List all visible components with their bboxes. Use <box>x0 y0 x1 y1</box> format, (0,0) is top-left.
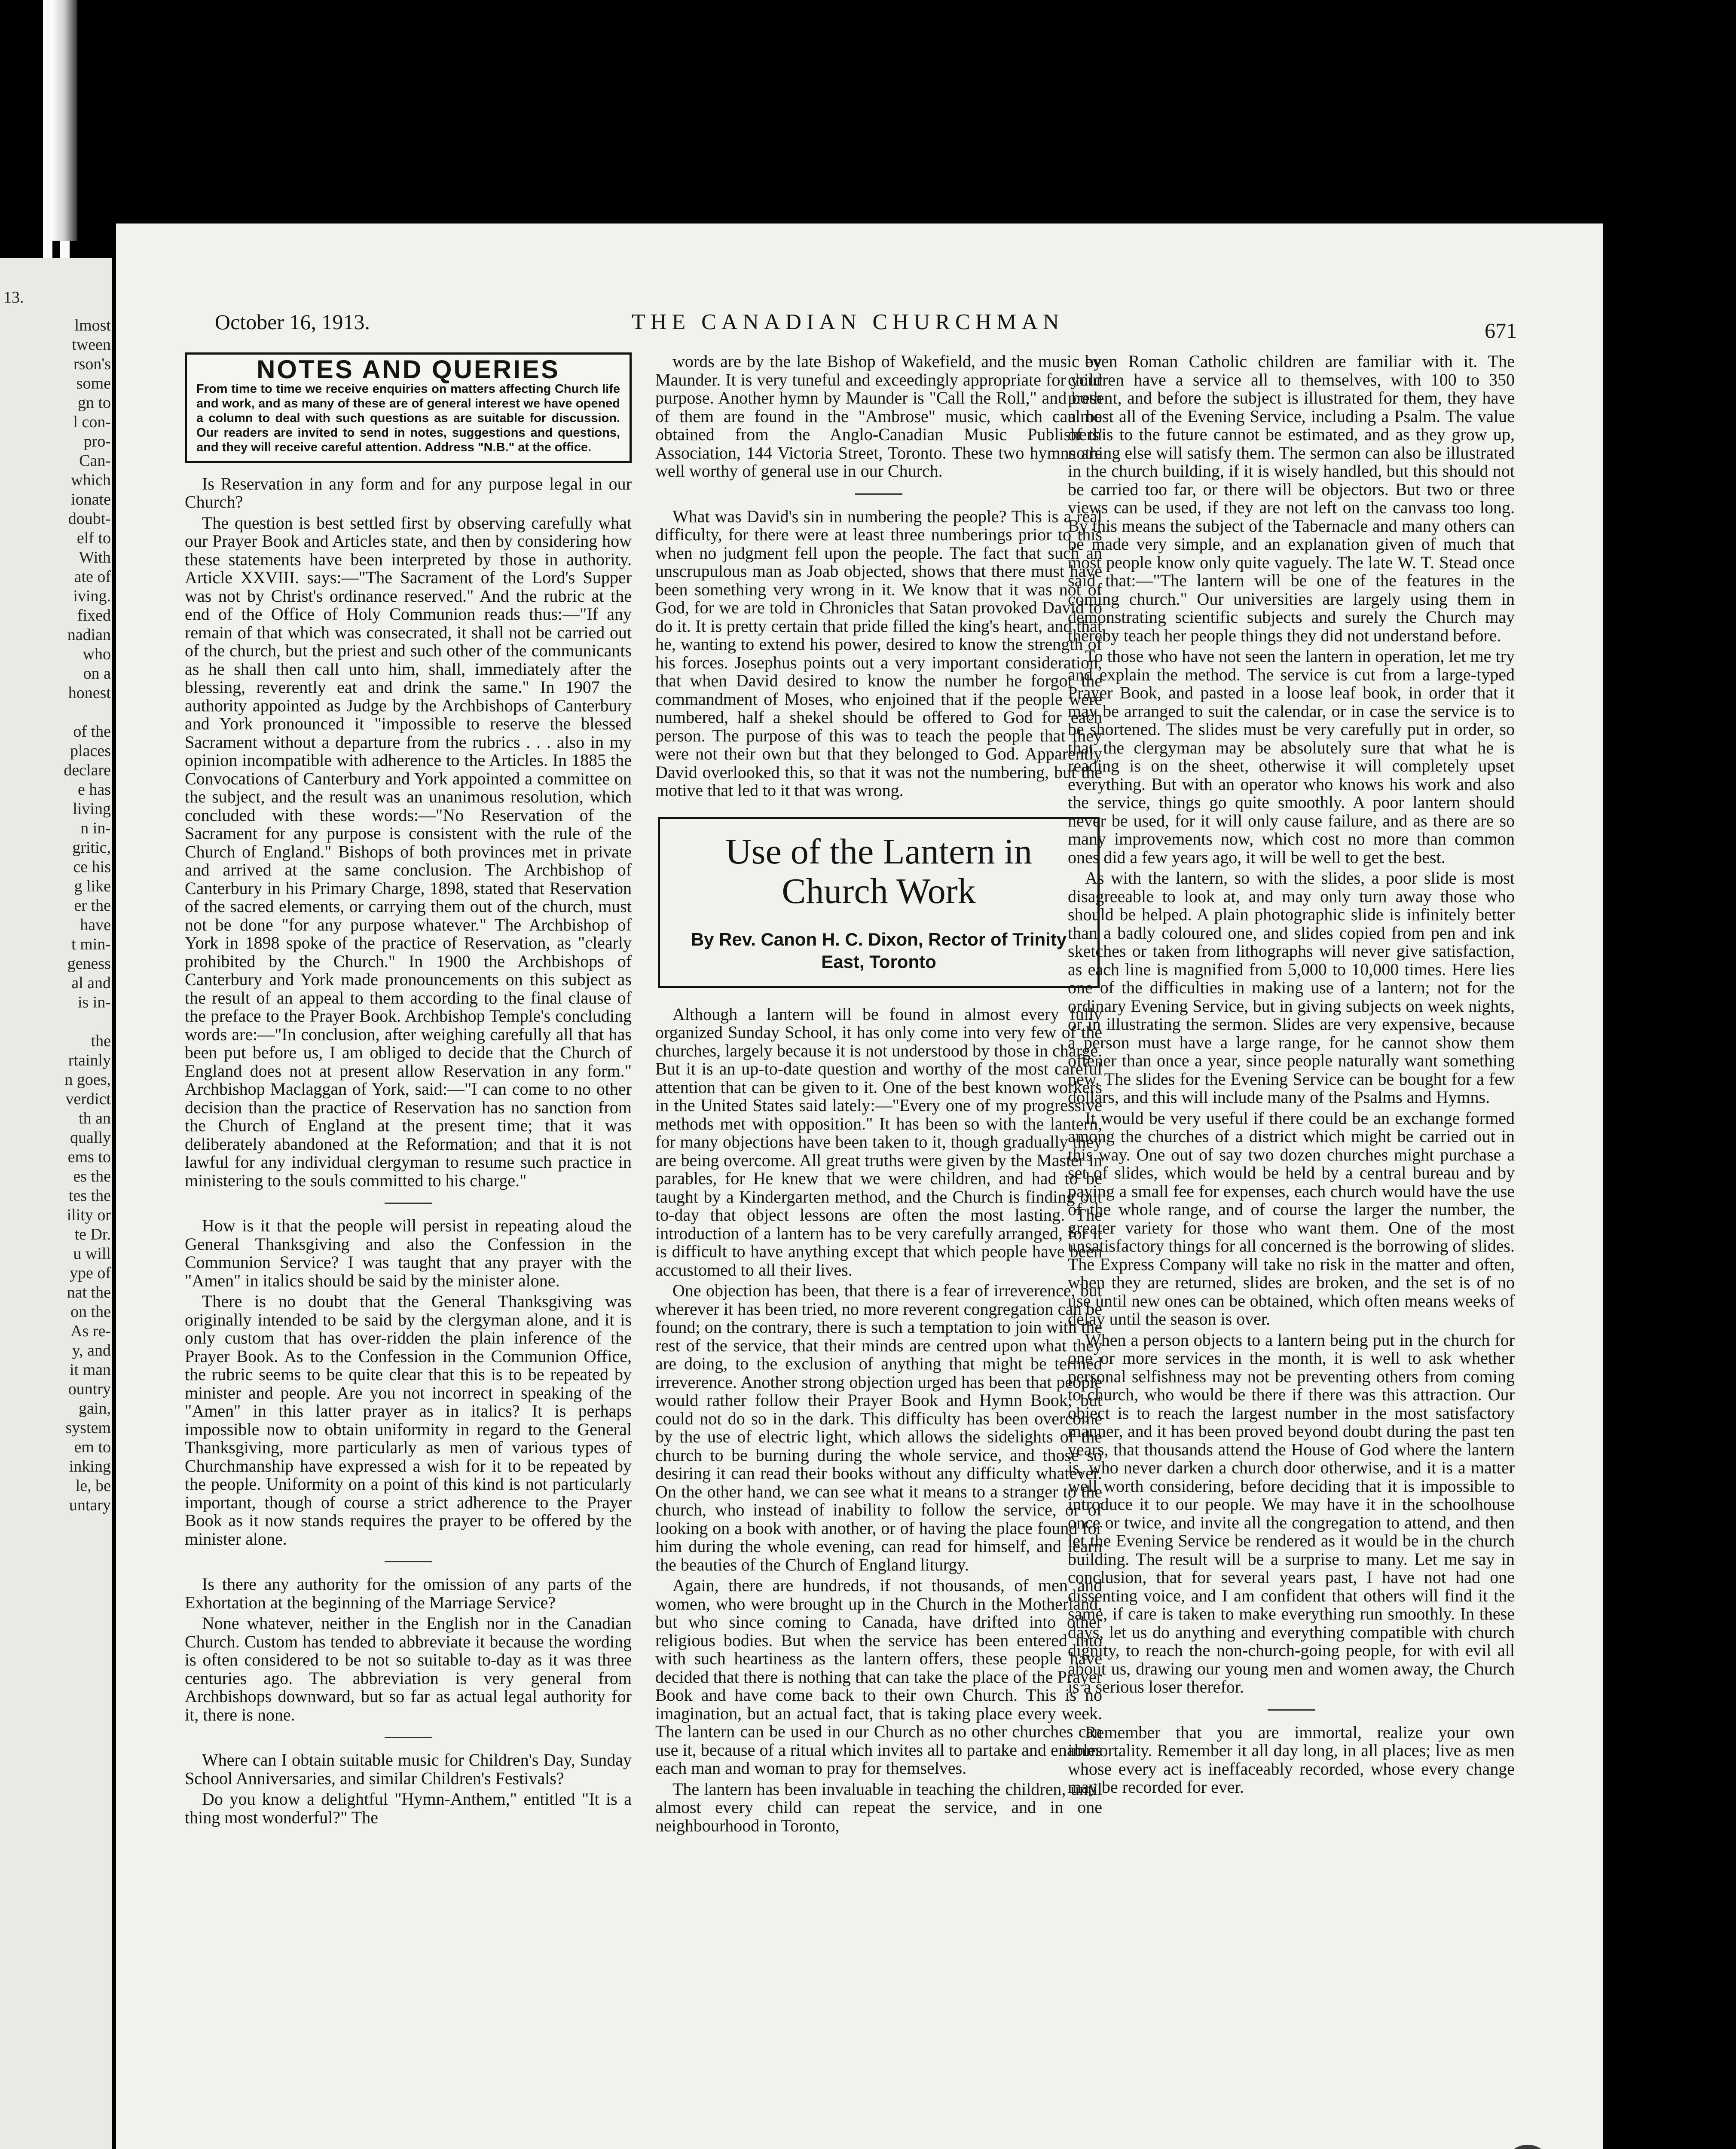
answer-reservation: The question is best settled first by observing carefully what our Prayer Book and Articles state, and then by considering how these statements have been interpreted by those in authority. Article XXVIII. says:—"The Sacrament of the Lord's Supper was not by Christ's ordinance reserved." And the rubric at the end of the Office of Holy Communion reads thus:—"If any remain of that which was consecrated, it shall not be carried out of the church, but the priest and such other of the communicants as he shall then call unto him, shall, immediately after the blessing, reverently eat and drink the same." In 1907 the authority appointed as Judge by the Archbishops of Canterbury and York pronounced it "impossible to reserve the blessed Sacrament without a departure from the rubrics . . . also in my opinion incompatible with adherence to the Articles. In 1885 the Convocations of Canterbury and York appointed a committee on the subject, and the result was an unanimous resolution, which concluded with these words:—"No Reservation of the Sacrament for any purpose is consistent with the rule of the Church of England." Bishops of both provinces met in private and arrived at the same conclusion. The Archbishop of Canterbury in his Primary Charge, 1898, stated that Reservation of the sacred elements, or carrying them out of the church, must not be done "for any purpose whatever." The Archbishop of York in 1898 spoke of the practice of Reservation, as "clearly prohibited by the Church." In 1900 the Archbishops of Canterbury and York made pronouncements on this subject as the result of an appeal to them according to the final clause of the preface to the Prayer Book. Archbishop Temple's concluding words are:—"In conclusion, after weighing carefully all that has been put before us, I am obliged to decide that the Church of England does not at present allow Reservation in any form." Archbishop Maclaggan of York, said:—"I can come to no other decision than the practice of Reservation has no sanction from the Church of England at the present time; that it was deliberately abandoned at the Reformation; and that it is not lawful for any individual clergyman to resume such practice in ministering to the souls committed to his charge." <box>185 513 632 1190</box>
facing-page-line: doubt- <box>68 510 111 528</box>
facing-page-line: inking <box>69 1457 111 1476</box>
facing-page-line: rson's <box>73 355 111 373</box>
notes-title: NOTES AND QUERIES <box>257 355 560 384</box>
facing-page-line: er the <box>74 897 111 915</box>
query-david: What was David's sin in numbering the people? This is a real difficulty, for there were at least three numberings prior to this when no judgment fell upon the people. The fact that such an unscrupulous man as Joab objected, shows that there must have been something very wrong in it. We know that it was not of God, for we are told in Chronicles that Satan provoked David to do it. It is pretty certain that pride filled the king's heart, and that he, wanting to extend his power, desired to know the strength of his forces. Josephus points out a very important consideration, that when David desired to know the number he forgot the commandment of Moses, who enjoined that if the people were numbered, half a shekel should be offered to God for each person. The purpose of this was to teach the people that they were not their own but that they belonged to God. Apparently David overlooked this, so that it was not the numbering, but the motive that led to it that was wrong. <box>655 506 1102 800</box>
facing-page-line: geness <box>67 955 111 973</box>
facing-page-line: le, be <box>75 1477 111 1495</box>
facing-page-line <box>3 1012 111 1032</box>
column-3 <box>1068 352 1515 1799</box>
answer-exhortation: None whatever, neither in the English nor in the Canadian Church. Custom has tended to abbreviate it because the wording is often considered to be not so suitable to-day as it was three centuries ago. The abbreviation is very general from Archbishops downward, but so far as actual legal authority for it, there is none. <box>185 1613 632 1724</box>
article-para-4: The lantern has been invaluable in teaching the children, until almost every child can repeat the service, and in one neighbourhood in Toronto, <box>655 1779 1102 1835</box>
facing-page-line: With <box>79 548 111 566</box>
facing-page-line: of the <box>73 722 111 741</box>
facing-page-line: have <box>80 916 111 934</box>
facing-page-line: es the <box>73 1167 111 1185</box>
query-thanksgiving: How is it that the people will persist in repeating aloud the General Thanksgiving and also the Confession in the Communion Service? I was taught that any prayer with the "Amen" in italics should be said by the minister alone. <box>185 1216 632 1290</box>
facing-page-line: tes the <box>68 1187 111 1205</box>
article-para-8: It would be very useful if there could be an exchange formed among the churches of a district which might be carried out in this way. One out of say two dozen churches might purchase a set of slides, which would be held by a central bureau and by paying a small fee for expenses, each church would have the use of the whole range, and of course the larger the number, the greater variety for those who want them. One of the most unsatisfactory things for all concerned is the borrowing of slides. The Express Company will take no risk in the matter and often, when they are returned, slides are broken, and the set is of no use until new ones can be obtained, which often means weeks of delay until the season is over. <box>1068 1108 1515 1329</box>
article-para-5: even Roman Catholic children are familiar with it. The children have a service all to themselves, with 100 to 350 present, and before the subject is illustrated for them, they have almost all of the Evening Service, including a Psalm. The value of this to the future cannot be estimated, and as they grow up, nothing else will satisfy them. The sermon can also be illustrated in the church building, if it is wisely handled, but this should not be carried too far, or there will be objectors. But two or three views can be used, if they are not left on the canvass too long. By this means the subject of the Tabernacle and many others can be made very simple, and an explanation given of much that most people know only quite vaguely. The late W. T. Stead once said that:—"The lantern will be one of the features in the coming church." Our universities are largely using them in demonstrating scientific subjects and surely the Church may thereby teach her people things they did not understand before. <box>1068 352 1515 645</box>
facing-page-line: tween <box>72 336 111 354</box>
notes-intro: From time to time we receive enquiries on matters affecting Church life and work, and as many of these are of general interest we have opened a column to deal with such questions as are suitable for discussion. Our readers are invited to send in notes, suggestions and questions, and they will receive careful attention. Address "N.B." at the office. <box>196 382 620 454</box>
facing-page-line: pro- <box>83 432 111 450</box>
facing-page-line: it man <box>69 1361 111 1379</box>
page-header <box>116 309 1603 344</box>
facing-page-line: ate of <box>74 568 111 586</box>
article-para-3: Again, there are hundreds, if not thousands, of men and women, who were brought up in the Church in the Motherland, but who since coming to Canada, have drifted into other religious bodies. But when the service has been entered into with such heartiness as the lantern offers, these people have decided that there is nothing that can take the place of the Prayer Book and have come back to their own Church. This is no imagination, but an actual fact, that is taking place every week. The lantern can be used in our Church as no other churches can use it, because of a ritual which invites all to partake and enables each man and woman to pray for themselves. <box>655 1576 1102 1778</box>
facing-page-line: the <box>91 1032 111 1050</box>
facing-page-line: y, and <box>72 1341 111 1359</box>
article-para-2: One objection has been, that there is a fear of irreverence, but wherever it has been tried, no more reverent congregation can be found; on the contrary, there is such a temptation to join with the rest of the service, that their minds are centred upon what they are doing, to the exclusion of anything that might be termed irreverence. Another strong objection urged has been that people would rather follow their Prayer Book and Hymn Book, but could not do so in the dark. This difficulty has been overcome by the use of electric light, which allows the sidelights of the church to be burning during the whole service, and those so desiring it can read their books without any difficulty whatever. On the other hand, we can see what it means to a stranger to the church, who instead of inability to follow the service, or of looking on a book with another, or of having the place found for him during the whole evening, can read for himself, and learn the beauties of the Church of England liturgy. <box>655 1281 1102 1574</box>
article-byline: By Rev. Canon H. C. Dixon, Rector of Trinity East, Toronto <box>691 929 1067 972</box>
facing-page-line: iving. <box>73 587 111 605</box>
query-exhortation: Is there any authority for the omission of any parts of the Exhortation at the beginning of the Marriage Service? <box>185 1574 632 1612</box>
facing-page-line: qually <box>70 1129 111 1147</box>
answer-music-start: Do you know a delightful "Hymn-Anthem," entitled "It is a thing most wonderful?" The <box>185 1789 632 1827</box>
column-2 <box>655 352 1102 1837</box>
column-1 <box>185 352 632 1829</box>
facing-page-line: system <box>65 1419 111 1437</box>
facing-page-line: who <box>83 645 111 663</box>
facing-page-line: which <box>71 471 111 489</box>
facing-page-line: l con- <box>73 413 111 431</box>
facing-page-line: u will <box>73 1245 111 1263</box>
facing-page-edge <box>0 258 112 2149</box>
facing-page-line: places <box>70 742 111 760</box>
facing-page-line: gritic, <box>72 839 111 857</box>
facing-page-line: elf to <box>76 529 111 547</box>
article-para-7: As with the lantern, so with the slides, a poor slide is most disagreeable to look at, and may only turn away those who should be helped. A plain photographic slide is infinitely better than a badly coloured one, and slides copied from pen and ink sketches or taken from lithographs will never give satisfaction, as each line is magnified from 5,000 to 10,000 times. Here lies one of the difficulties in making use of a lantern; not for the ordinary Evening Service, but in giving subjects on week nights, or in illustrating the sermon. Slides are very expensive, because a person must have a large range, for he cannot show them oftener than once a year, since people naturally want something new. The slides for the Evening Service can be bought for a few dollars, and this will include many of the Psalms and Hymns. <box>1068 868 1515 1107</box>
article-heading-box <box>658 817 1100 988</box>
newspaper-page <box>116 223 1603 2149</box>
facing-page-line: honest <box>68 684 111 702</box>
divider <box>855 493 902 495</box>
binding-shadow <box>52 0 77 241</box>
facing-page-line: ionate <box>71 490 111 508</box>
facing-page-line: As re- <box>70 1322 111 1340</box>
facing-page-line: fixed <box>77 606 111 624</box>
facing-page-line: living <box>73 800 111 818</box>
facing-page-line: em to <box>74 1438 111 1456</box>
facing-page-line: n in- <box>80 819 111 837</box>
closing-quote: Remember that you are immortal, realize your own immortality. Remember it all day long, in all places; live as men whose every act is ineffaceably recorded, whose every change may be recorded for ever. <box>1068 1722 1515 1797</box>
facing-page-line: ountry <box>68 1380 111 1398</box>
facing-page-line: gain, <box>79 1399 111 1417</box>
notes-and-queries-box <box>185 352 632 463</box>
facing-page-line: nadian <box>67 626 111 644</box>
facing-page-line: n goes, <box>64 1071 111 1089</box>
article-title: Use of the Lantern in Church Work <box>725 831 1032 911</box>
facing-page-line: ce his <box>73 858 111 876</box>
query-reservation: Is Reservation in any form and for any purpose legal in our Church? <box>185 474 632 511</box>
facing-page-line: ype of <box>69 1264 111 1282</box>
query-music: Where can I obtain suitable music for Children's Day, Sunday School Anniversaries, and similar Children's Festivals? <box>185 1750 632 1788</box>
facing-page-line: on a <box>83 664 111 683</box>
facing-page-line: on the <box>70 1303 111 1321</box>
facing-page-line: t min- <box>71 935 111 953</box>
page-number: 671 <box>1485 318 1517 343</box>
issue-date: October 16, 1913. <box>215 310 370 334</box>
answer-thanksgiving: There is no doubt that the General Thanksgiving was originally intended to be said by the clergyman alone, and it is only custom that has over-ridden the plain inference of the Prayer Book. As to the Confession in the Communion Office, the rubric seems to be quite clear that this is to be repeated by minister and people. Are you not incorrect in speaking of the "Amen" in this latter prayer as in italics? It is perhaps impossible now to obtain uniformity in regard to the General Thanksgiving, more particularly as men of various types of Churchmanship have expressed a wish for it to be repeated by the people. Uniformity on a point of this kind is not particularly important, though of course a strict adherence to the Prayer Book as it now stands requires the prayer to be offered by the minister alone. <box>185 1292 632 1549</box>
facing-page-line: Can- <box>79 452 111 470</box>
facing-page-line: verdict <box>65 1090 111 1108</box>
article-para-1: Although a lantern will be found in almost every fully organized Sunday School, it has only come into very few of the churches, largely because it is not understood by those in charge. But it is an up-to-date question and worthy of the most careful attention that can be given to it. One of the best known workers in the United States said lately:—"Every one of my progressive methods met with opposition." It has been so with the lantern, for many objections have been taken to it, though gradually they are being overcome. All great truths were given by the Master in parables, for He knew that we were children, and had to be taught by a Kindergarten method, and the Church is finding out to-day that object lessons are often the most lasting. The introduction of a lantern has to be very carefully arranged, for it is difficult to have anything except that which people have been accustomed to all their lives. <box>655 1004 1102 1280</box>
facing-page-line: rtainly <box>68 1051 111 1069</box>
facing-page-line: gn to <box>77 394 111 412</box>
facing-page-line <box>3 703 111 722</box>
facing-page-line: th an <box>79 1109 111 1127</box>
answer-music-cont: words are by the late Bishop of Wakefield, and the music by Maunder. It is very tuneful and exceedingly appropriate for your purpose. Another hymn by Maunder is "Call the Roll," and both of them are found in the "Ambrose" music, which can be obtained from the Anglo-Canadian Music Publishers' Association, 144 Victoria Street, Toronto. These two hymns are well worthy of general use in our Church. <box>655 352 1102 481</box>
facing-page-line: ems to <box>67 1148 111 1166</box>
facing-page-line: e has <box>77 781 111 799</box>
facing-page-line: is in- <box>77 993 111 1011</box>
divider <box>385 1203 432 1204</box>
facing-page-line: ility or <box>67 1206 111 1224</box>
divider <box>385 1737 432 1738</box>
facing-page-line: untary <box>69 1496 111 1514</box>
facing-page-number: 13. <box>3 288 24 306</box>
facing-page-line: lmost <box>74 316 111 334</box>
article-para-6: To those who have not seen the lantern in operation, let me try and explain the method. The service is cut from a large-typed Prayer Book, and pasted in a loose leaf book, in order that it may be arranged to suit the calendar, or in case the service is to be shortened. The slides must be very carefully put in order, so that the clergyman may be absolutely sure that what he is reading is on the sheet, otherwise it will completely upset everything. But with an operator who knows his work and also the service, things go quite smoothly. A poor lantern should never be used, for it will only cause failure, and as there are so many improvements now, which cost no more than common ones did a few years ago, it will be well to get the best. <box>1068 646 1515 867</box>
facing-page-line: te Dr. <box>74 1225 111 1243</box>
facing-page-line: some <box>76 374 111 392</box>
article-para-9: When a person objects to a lantern being put in the church for one or more services in the month, it is well to ask whether personal selfishness may not be preventing others from coming to church, who would be there if there was this attraction. Our object is to reach the largest number in the most satisfactory manner, and it has been proved beyond doubt during the past ten years, that thousands attend the House of God where the lantern is, who never darken a church door otherwise, and it is a matter well worth considering, before deciding that it is impossible to introduce it to our people. We may have it in the schoolhouse once or twice, and invite all the congregation to attend, and then let the Evening Service be rendered as it would be in the church building. The result will be a surprise to many. Let me say in conclusion, that for several years past, I have not had one dissenting voice, and I am confident that others will find it the same, if care is taken to make everything run smoothly. In these days, let us do anything and everything compatible with church dignity, to reach the non-church-going people, for with evil all about us, drawing our young men and women away, the Church is a serious loser therefor. <box>1068 1330 1515 1696</box>
facing-page-line: nat the <box>67 1283 111 1301</box>
publication-title: THE CANADIAN CHURCHMAN <box>632 310 1064 334</box>
facing-page-line: al and <box>71 974 111 992</box>
facing-page-line: declare <box>64 761 111 779</box>
facing-page-line: g like <box>74 877 111 895</box>
facing-page-text <box>3 288 111 1515</box>
divider <box>1268 1709 1315 1711</box>
divider <box>385 1561 432 1562</box>
